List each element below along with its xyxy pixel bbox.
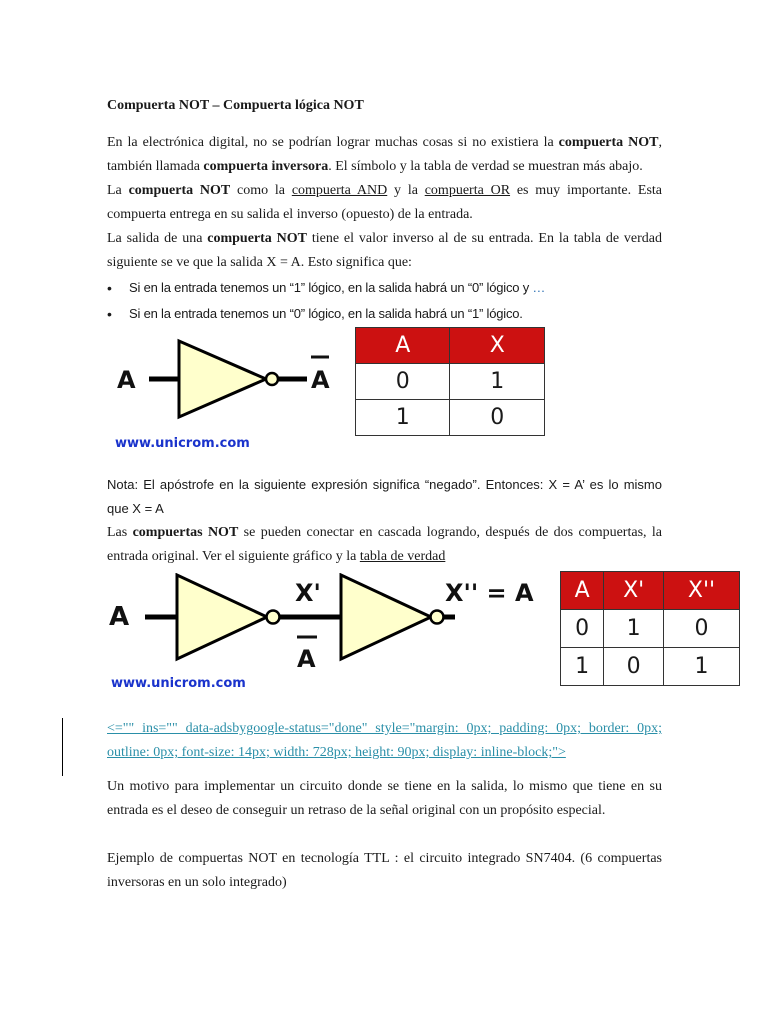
inverter-triangle [179,341,266,417]
list-item-text: Si en la entrada tenemos un “0” lógico, en la salida habrá un “1” lógico. [129,306,523,321]
paragraph-output [107,227,662,275]
table-header-cell: X [450,328,545,364]
figure-not-gate [107,331,662,473]
table-header-cell: A [356,328,450,364]
table-cell: 0 [450,400,545,436]
paragraph-cascade [107,521,662,569]
ad-code-link[interactable]: <="" ins="" data-adsbygoogle-status="done" style="margin: 0px; padding: 0px; border: 0px; outline: 0px; font-size: 14px; width: 728px; height: 90px; display: inline-block;"> [107,721,662,760]
bold-run: compuerta NOT [207,231,307,246]
text-run: , también llamada [107,135,662,174]
text-run: se pueden conectar en cascada logrando, después de dos compuertas, la entrada original. Ver el siguiente gráfico y la [107,525,662,564]
output-label: X'' = A [445,579,534,607]
paragraph-motivo: Un motivo para implementar un circuito donde se tiene en la salida, lo mismo que tiene en su entrada es el deseo de conseguir un retraso de la señal original con un propósito especial. [107,779,662,818]
not-gate-diagram [111,331,351,461]
bold-run: compuertas NOT [132,525,239,540]
table-cell: 0 [561,610,604,648]
mid-top-label: X' [295,579,321,607]
ad-code-paragraph [107,717,662,765]
text-run: La [107,183,129,198]
input-label: A [109,602,130,632]
table-header-cell: X' [604,572,664,610]
watermark: www.unicrom.com [115,436,250,451]
inverter-triangle-2 [341,575,431,659]
paragraph-ejemplo: Ejemplo de compuertas NOT en tecnología TTL : el circuito integrado SN7404. (6 compuertas inversoras en un solo integrado) [107,851,662,890]
cascade-gates-diagram [105,573,545,709]
table-cell: 0 [663,610,739,648]
truth-table-2 [560,571,740,686]
link-compuerta-and[interactable]: compuerta AND [291,183,388,198]
text-run: Las [107,525,133,540]
link-tabla-de-verdad[interactable]: tabla de verdad [359,549,446,564]
bold-run: compuerta NOT [128,183,231,198]
mid-bottom-label: A [297,645,316,673]
table-cell: 1 [356,400,450,436]
bullet-list [107,275,662,327]
inverter-bubble [266,373,278,385]
watermark: www.unicrom.com [111,676,246,691]
text-run: . El símbolo y la tabla de verdad se muestran más abajo. [328,159,643,174]
text-run: como la [230,183,292,198]
table-header-cell: A [561,572,604,610]
list-item-text: Si en la entrada tenemos un “1” lógico, en la salida habrá un “0” lógico y [129,280,533,295]
truth-table-1 [355,327,545,436]
table-cell: 0 [604,648,664,686]
table-cell: 1 [604,610,664,648]
list-item [107,275,662,301]
paragraph-intro [107,131,662,179]
text-run: La salida de una [107,231,208,246]
table-cell: 0 [356,364,450,400]
page-title: Compuerta NOT – Compuerta lógica NOT [107,98,364,113]
link-compuerta-or[interactable]: compuerta OR [424,183,511,198]
output-label: A [311,366,330,394]
inverter-bubble-2 [431,611,444,624]
document-page [107,96,716,895]
text-run: y la [387,183,425,198]
list-item-tail: … [532,280,546,295]
text-run: es muy importante. Esta compuerta entrega en su salida el inverso (opuesto) de la entrada. [107,183,662,222]
table-cell: 1 [450,364,545,400]
bold-run: compuerta inversora [203,159,329,174]
list-item [107,301,662,327]
text-run: tiene el valor inverso al de su entrada. En la tabla de verdad siguiente se ve que la salida X = A. Esto significa que: [107,231,662,270]
inverter-bubble-1 [267,611,280,624]
table-cell: 1 [663,648,739,686]
margin-change-bar [62,718,63,776]
paragraph-importance [107,179,662,227]
table-cell: 1 [561,648,604,686]
bold-run: compuerta NOT [558,135,659,150]
figure-cascade-not [107,573,716,715]
input-label: A [117,366,136,394]
text-run: En la electrónica digital, no se podrían lograr muchas cosas si no existiera la [107,135,559,150]
inverter-triangle-1 [177,575,267,659]
note-paragraph: Nota: El apóstrofe en la siguiente expresión significa “negado”. Entonces: X = A’ es lo mismo que X = A [107,477,662,516]
table-header-cell: X'' [663,572,739,610]
